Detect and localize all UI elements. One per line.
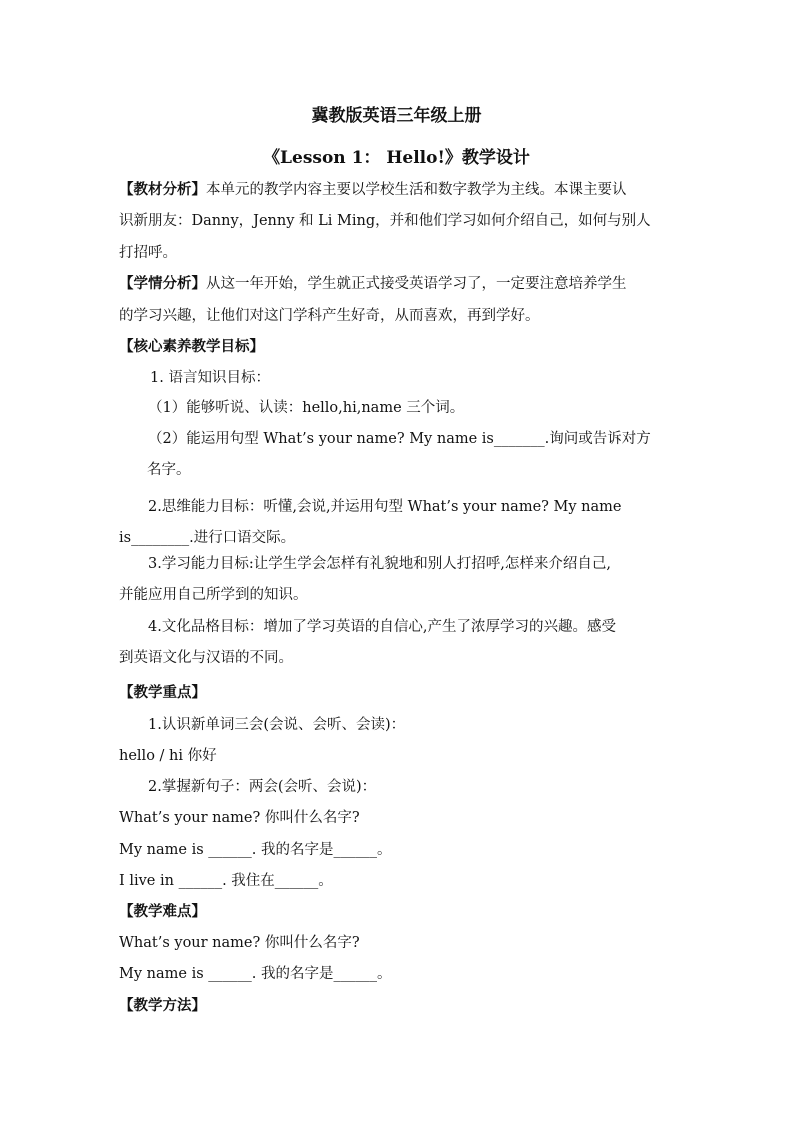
methods-heading: 【教学方法】 (119, 997, 206, 1014)
material-para-line2: 识新朋友：Danny，Jenny 和 Li Ming，并和他们学习如何介绍自己，如何与别人 (119, 213, 651, 229)
student-para-line1 (119, 274, 679, 294)
material-label: 【教材分析】 (119, 181, 206, 198)
key1-words: hello / hi 你好 (119, 748, 217, 764)
goal1-heading: 1. 语言知识目标： (150, 370, 270, 386)
goals-heading: 【核心素养教学目标】 (119, 338, 264, 355)
goal3-line2: 并能应用自己所学到的知识。 (119, 587, 308, 603)
student-para-line2: 的学习兴趣，让他们对这门学科产生好奇，从而喜欢，再到学好。 (119, 308, 540, 324)
key2-sentence2: My name is ______. 我的名字是______。 (119, 842, 392, 858)
material-para-line3: 打招呼。 (119, 245, 177, 261)
material-text: 本单元的教学内容主要以学校生活和数字教学为主线。本课主要认 (206, 182, 627, 198)
goal2-line1: 2.思维能力目标：听懂,会说,并运用句型 What’s your name? My name (148, 499, 622, 515)
key2-sentence3: I live in ______. 我住在______。 (119, 873, 333, 889)
key1-text: 1.认识新单词三会(会说、会听、会读)： (148, 717, 406, 733)
diff-sentence1: What’s your name? 你叫什么名字? (119, 935, 360, 951)
doc-title: 冀教版英语三年级上册 (311, 106, 482, 126)
material-para-line1 (119, 180, 679, 200)
goal4-line2: 到英语文化与汉语的不同。 (119, 650, 293, 666)
goal1-item-b-line1: （2）能运用句型 What’s your name? My name is_______.询问或告诉对方 (148, 431, 651, 447)
student-label: 【学情分析】 (119, 275, 206, 292)
doc-subtitle: 《Lesson 1： Hello!》教学设计 (263, 148, 530, 168)
diff-sentence2: My name is ______. 我的名字是______。 (119, 966, 392, 982)
key-points-heading: 【教学重点】 (119, 684, 206, 701)
goal2-line2: is________.进行口语交际。 (119, 530, 296, 546)
key2-sentence1: What’s your name? 你叫什么名字? (119, 810, 360, 826)
student-text: 从这一年开始，学生就正式接受英语学习了，一定要注意培养学生 (206, 276, 627, 292)
goal1-item-b-line2: 名字。 (147, 462, 191, 478)
goal1-item-a: （1）能够听说、认读：hello,hi,name 三个词。 (148, 400, 465, 416)
goal3-line1: 3.学习能力目标:让学生学会怎样有礼貌地和别人打招呼,怎样来介绍自己, (148, 556, 611, 572)
key2-text: 2.掌握新句子：两会(会听、会说)： (148, 779, 377, 795)
goal4-line1: 4.文化品格目标：增加了学习英语的自信心,产生了浓厚学习的兴趣。感受 (148, 619, 616, 635)
difficult-points-heading: 【教学难点】 (119, 903, 206, 920)
